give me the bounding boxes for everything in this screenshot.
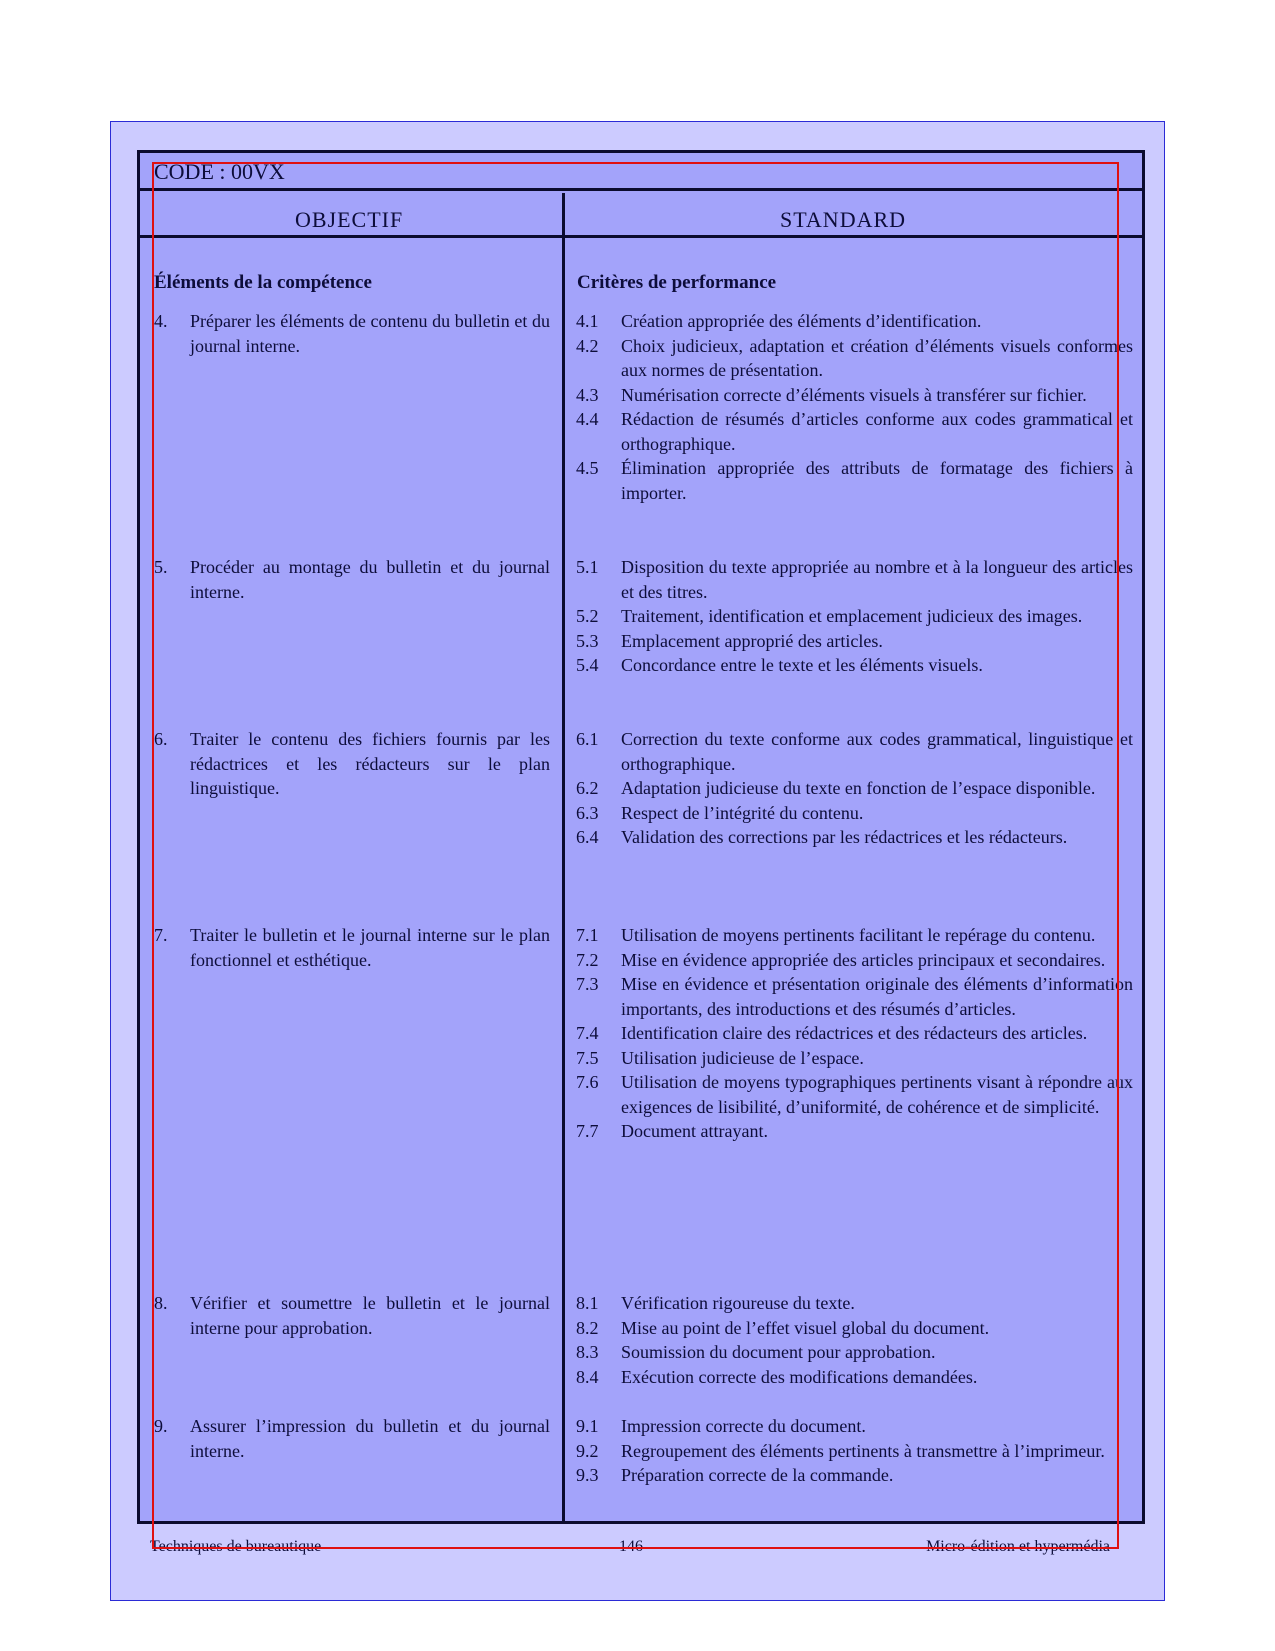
criterion-text: Impression correcte du document. <box>621 1416 866 1436</box>
criterion-text: Validation des corrections par les rédactrices et les rédacteurs. <box>621 827 1068 847</box>
code-divider <box>140 188 1142 191</box>
criterion-item <box>576 1439 1133 1464</box>
elements-column-title: Éléments de la compétence <box>154 272 372 293</box>
criterion-number: 5.1 <box>576 557 599 577</box>
element-number: 9. <box>154 1416 168 1436</box>
criterion-text: Mise en évidence et présentation originale des éléments d’information importants, des introductions et des résumés d’articles. <box>621 974 1133 1019</box>
criterion-number: 7.4 <box>576 1023 599 1043</box>
criterion-item <box>576 309 1133 334</box>
criterion-item <box>576 1365 1133 1390</box>
element-item <box>154 1291 550 1340</box>
criterion-text: Regroupement des éléments pertinents à transmettre à l’imprimeur. <box>621 1440 1105 1461</box>
criterion-number: 5.3 <box>576 630 599 651</box>
criterion-number: 8.1 <box>576 1293 599 1313</box>
criteria-group <box>576 1291 1133 1389</box>
criterion-number: 8.2 <box>576 1317 599 1338</box>
criterion-item <box>576 1046 1133 1071</box>
element-number: 8. <box>154 1293 168 1313</box>
criterion-text: Disposition du texte appropriée au nombre et à la longueur des articles et des titres. <box>621 557 1133 602</box>
criterion-number: 4.2 <box>576 335 599 356</box>
criterion-text: Rédaction de résumés d’articles conforme aux codes grammatical et orthographique. <box>621 409 1133 454</box>
element-item <box>154 555 550 604</box>
criterion-item <box>576 825 1133 850</box>
criterion-item <box>576 653 1133 678</box>
criterion-number: 9.3 <box>576 1465 599 1485</box>
element-item <box>154 923 550 972</box>
footer-program: Techniques de bureautique <box>150 1538 322 1555</box>
criterion-text: Mise en évidence appropriée des articles principaux et secondaires. <box>621 949 1106 970</box>
element-text: Assurer l’impression du bulletin et du journal interne. <box>190 1416 550 1461</box>
header-objectif: OBJECTIF <box>295 207 404 232</box>
criterion-item <box>576 407 1133 456</box>
criterion-item <box>576 383 1133 408</box>
element-item <box>154 727 550 801</box>
criterion-item <box>576 604 1133 629</box>
criterion-item <box>576 948 1133 973</box>
element-number: 5. <box>154 557 168 577</box>
criterion-number: 6.4 <box>576 827 599 847</box>
header-standard: STANDARD <box>780 207 907 232</box>
criterion-item <box>576 727 1133 776</box>
criterion-number: 9.1 <box>576 1416 599 1436</box>
criterion-text: Identification claire des rédactrices et des rédacteurs des articles. <box>621 1023 1088 1043</box>
criterion-item <box>576 629 1133 654</box>
criterion-item <box>576 1463 1133 1488</box>
criterion-item <box>576 1316 1133 1341</box>
criterion-item <box>576 555 1133 604</box>
criterion-item <box>576 1021 1133 1046</box>
criterion-text: Adaptation judicieuse du texte en fonction de l’espace disponible. <box>621 778 1096 798</box>
criterion-text: Création appropriée des éléments d’identification. <box>621 311 982 331</box>
criterion-item <box>576 1340 1133 1365</box>
criterion-text: Élimination appropriée des attributs de formatage des fichiers à importer. <box>621 458 1133 503</box>
criteria-group <box>576 727 1133 850</box>
criterion-text: Traitement, identification et emplacement judicieux des images. <box>621 606 1083 626</box>
element-number: 6. <box>154 729 168 749</box>
element-text: Préparer les éléments de contenu du bulletin et du journal interne. <box>190 311 550 356</box>
element-text: Vérifier et soumettre le bulletin et le journal interne pour approbation. <box>190 1293 550 1338</box>
criterion-text: Choix judicieux, adaptation et création d’éléments visuels conformes aux normes de présentation. <box>621 335 1133 380</box>
element-text: Traiter le bulletin et le journal interne sur le plan fonctionnel et esthétique. <box>190 925 550 970</box>
criterion-text: Mise au point de l’effet visuel global du document. <box>621 1317 990 1338</box>
criterion-item <box>576 1414 1133 1439</box>
criterion-text: Correction du texte conforme aux codes grammatical, linguistique et orthographique. <box>621 729 1133 774</box>
criteria-group <box>576 1414 1133 1488</box>
criterion-item <box>576 972 1133 1021</box>
column-divider <box>562 193 565 1521</box>
criterion-text: Soumission du document pour approbation. <box>621 1342 936 1362</box>
criterion-item <box>576 776 1133 801</box>
criterion-number: 8.3 <box>576 1342 599 1362</box>
criterion-item <box>576 1119 1133 1144</box>
criterion-number: 5.2 <box>576 606 599 626</box>
criterion-number: 6.2 <box>576 778 599 798</box>
criterion-number: 7.7 <box>576 1121 599 1141</box>
criterion-text: Exécution correcte des modifications demandées. <box>621 1366 978 1387</box>
criterion-number: 5.4 <box>576 655 599 675</box>
criteria-column-title: Critères de performance <box>577 272 777 293</box>
criterion-number: 7.3 <box>576 974 599 994</box>
header-divider <box>140 235 1142 238</box>
criterion-text: Concordance entre le texte et les éléments visuels. <box>621 655 983 675</box>
criteria-group <box>576 309 1133 505</box>
criterion-text: Utilisation judicieuse de l’espace. <box>621 1047 864 1068</box>
element-item <box>154 309 550 358</box>
criterion-number: 7.6 <box>576 1072 599 1092</box>
page-number: 146 <box>619 1538 643 1555</box>
element-number: 4. <box>154 311 168 331</box>
criterion-item <box>576 1070 1133 1119</box>
element-text: Procéder au montage du bulletin et du journal interne. <box>190 557 550 602</box>
criteria-group <box>576 923 1133 1144</box>
footer-module: Micro-édition et hypermédia <box>926 1538 1110 1555</box>
criterion-item <box>576 456 1133 505</box>
criterion-number: 8.4 <box>576 1366 599 1387</box>
criterion-text: Emplacement approprié des articles. <box>621 630 883 651</box>
criterion-text: Document attrayant. <box>621 1121 768 1141</box>
element-text: Traiter le contenu des fichiers fournis par les rédactrices et les rédacteurs sur le plan linguistique. <box>190 729 550 798</box>
criterion-item <box>576 923 1133 948</box>
criterion-number: 7.1 <box>576 925 599 945</box>
criterion-number: 4.1 <box>576 311 599 331</box>
criterion-text: Utilisation de moyens pertinents facilitant le repérage du contenu. <box>621 925 1096 945</box>
criterion-text: Respect de l’intégrité du contenu. <box>621 802 864 823</box>
criterion-number: 9.2 <box>576 1440 599 1461</box>
criterion-item <box>576 801 1133 826</box>
criterion-text: Utilisation de moyens typographiques pertinents visant à répondre aux exigences de lisibilité, d’uniformité, de cohérence et de simplicité. <box>621 1072 1133 1117</box>
criterion-text: Vérification rigoureuse du texte. <box>621 1293 855 1313</box>
element-item <box>154 1414 550 1463</box>
criterion-text: Préparation correcte de la commande. <box>621 1465 894 1485</box>
criterion-number: 4.3 <box>576 384 599 405</box>
criterion-number: 6.1 <box>576 729 599 749</box>
criterion-text: Numérisation correcte d’éléments visuels à transférer sur fichier. <box>621 384 1087 405</box>
criterion-item <box>576 334 1133 383</box>
criterion-number: 7.5 <box>576 1047 599 1068</box>
criterion-number: 6.3 <box>576 802 599 823</box>
criterion-item <box>576 1291 1133 1316</box>
criteria-group <box>576 555 1133 678</box>
element-number: 7. <box>154 925 168 945</box>
criterion-number: 4.4 <box>576 409 599 429</box>
criterion-number: 4.5 <box>576 458 599 478</box>
course-code: CODE : 00VX <box>154 159 285 184</box>
competency-table <box>137 150 1145 1524</box>
criterion-number: 7.2 <box>576 949 599 970</box>
